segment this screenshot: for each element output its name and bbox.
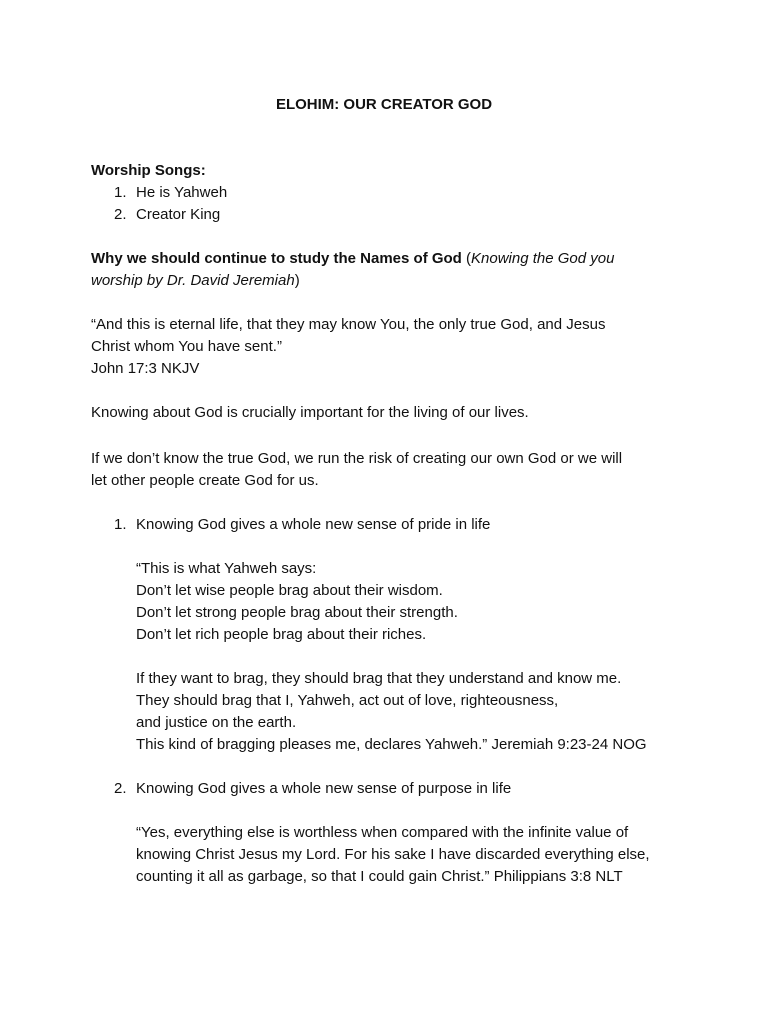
- quote-line: Christ whom You have sent.”: [91, 338, 282, 355]
- quote-line: If they want to brag, they should brag that they understand and know me.: [136, 670, 622, 687]
- quote-line: “This is what Yahweh says:: [136, 560, 317, 577]
- point-heading: Knowing God gives a whole new sense of pride in life: [136, 516, 491, 533]
- study-source-line: [91, 270, 300, 292]
- quote-line: “Yes, everything else is worthless when compared with the infinite value of: [136, 824, 629, 841]
- study-source: Knowing the God you: [471, 250, 615, 267]
- quote-line: knowing Christ Jesus my Lord. For his sake I have discarded everything else,: [136, 846, 650, 863]
- paragraph: Knowing about God is crucially important for the living of our lives.: [91, 404, 529, 421]
- paren-open: (: [461, 250, 472, 267]
- quote-line: This kind of bragging pleases me, declares Yahweh.” Jeremiah 9:23-24 NOG: [136, 736, 647, 753]
- paragraph-line: let other people create God for us.: [91, 472, 319, 489]
- quote-line: Don’t let wise people brag about their wisdom.: [136, 582, 443, 599]
- quote-line: counting it all as garbage, so that I could gain Christ.” Philippians 3:8 NLT: [136, 868, 623, 885]
- point-number: 1.: [114, 516, 127, 533]
- scripture-reference: John 17:3 NKJV: [91, 360, 200, 377]
- point-number: 2.: [114, 780, 127, 797]
- quote-line: Don’t let strong people brag about their strength.: [136, 604, 458, 621]
- paren-close: ): [294, 272, 300, 289]
- page-title: ELOHIM: OUR CREATOR GOD: [275, 96, 493, 113]
- quote-line: “And this is eternal life, that they may know You, the only true God, and Jesus: [91, 316, 606, 333]
- song-item: He is Yahweh: [136, 184, 228, 201]
- study-heading: Why we should continue to study the Names of God: [91, 250, 462, 267]
- quote-line: Don’t let rich people brag about their riches.: [136, 626, 427, 643]
- worship-songs-heading: Worship Songs:: [91, 162, 206, 179]
- point-heading: Knowing God gives a whole new sense of purpose in life: [136, 780, 512, 797]
- song-number: 2.: [114, 206, 127, 223]
- study-source-cont: worship by Dr. David Jeremiah: [91, 272, 295, 289]
- quote-line: and justice on the earth.: [136, 714, 297, 731]
- paragraph-line: If we don’t know the true God, we run the risk of creating our own God or we will: [91, 450, 623, 467]
- song-item: Creator King: [136, 206, 221, 223]
- study-heading-line: [91, 248, 614, 270]
- song-number: 1.: [114, 184, 127, 201]
- quote-line: They should brag that I, Yahweh, act out of love, righteousness,: [136, 692, 559, 709]
